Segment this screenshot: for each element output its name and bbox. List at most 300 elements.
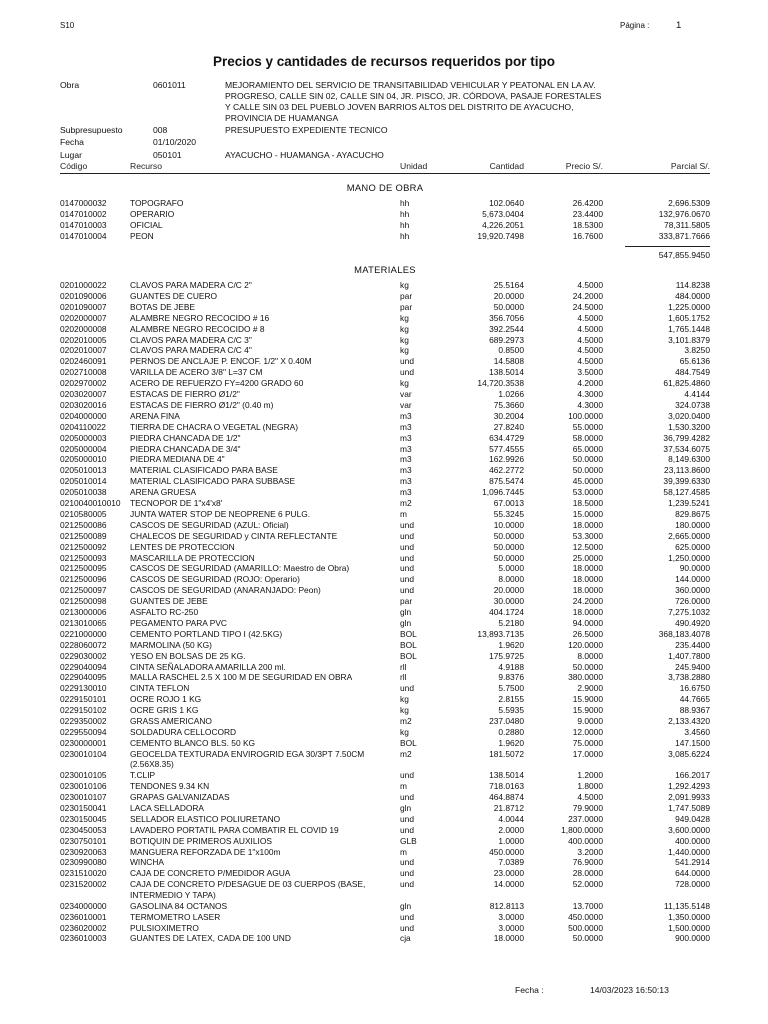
row-quantity: 23.0000 <box>493 868 524 879</box>
row-resource: OFICIAL <box>130 219 163 230</box>
row-code: 0205000004 <box>60 443 107 454</box>
row-price: 1.2000 <box>577 770 603 781</box>
row-resource: PULSIOXIMETRO <box>130 922 199 933</box>
row-unit: kg <box>400 694 409 705</box>
row-price: 94.0000 <box>572 617 603 628</box>
row-resource: ALAMBRE NEGRO RECOCIDO # 8 <box>130 323 265 334</box>
row-unit: und <box>400 857 414 868</box>
row-resource: JUNTA WATER STOP DE NEOPRENE 6 PULG. <box>130 508 311 519</box>
row-partial: 166.2017 <box>675 770 710 781</box>
row-code: 0236010003 <box>60 933 107 944</box>
row-quantity: 4,226.2051 <box>482 219 524 230</box>
row-code: 0210580005 <box>60 508 107 519</box>
row-price: 100.0000 <box>568 410 603 421</box>
row-code: 0229550094 <box>60 726 107 737</box>
row-code: 0230000001 <box>60 737 107 748</box>
row-quantity: 50.0000 <box>493 301 524 312</box>
row-quantity: 20.0000 <box>493 290 524 301</box>
row-price: 2.9000 <box>577 683 603 694</box>
row-unit: gln <box>400 802 412 813</box>
row-unit: m3 <box>400 443 412 454</box>
row-resource: TERMOMETRO LASER <box>130 911 221 922</box>
row-resource: YESO EN BOLSAS DE 25 KG. <box>130 650 246 661</box>
row-quantity: 162.9926 <box>489 454 524 465</box>
row-partial: 1,250.0000 <box>668 552 710 563</box>
row-resource: GASOLINA 84 OCTANOS <box>130 900 228 911</box>
col-code: Código <box>60 161 88 171</box>
row-quantity: 1.9620 <box>498 639 524 650</box>
footer-fecha-value: 14/03/2023 16:50:13 <box>590 985 669 995</box>
row-partial: 2,091.9933 <box>668 792 710 802</box>
row-quantity: 2.8155 <box>498 694 524 705</box>
row-code: 0212500093 <box>60 552 107 563</box>
row-unit: und <box>400 922 414 933</box>
row-code: 0204000000 <box>60 410 107 421</box>
row-price: 12.5000 <box>572 541 603 552</box>
row-price: 50.0000 <box>572 661 603 672</box>
row-price: 3.5000 <box>577 367 603 378</box>
system-code: S10 <box>60 21 75 30</box>
row-price: 380.0000 <box>568 672 603 683</box>
row-partial: 4.4144 <box>684 389 710 399</box>
row-price: 18.0000 <box>572 563 603 574</box>
row-quantity: 50.0000 <box>493 530 524 541</box>
row-code: 0236010001 <box>60 911 107 922</box>
row-unit: hh <box>400 198 410 208</box>
row-quantity: 5.7500 <box>498 683 524 694</box>
row-quantity: 18.0000 <box>493 933 524 944</box>
row-code: 0202710008 <box>60 367 107 378</box>
row-partial: 90.0000 <box>679 563 710 574</box>
row-resource: PEGAMENTO PARA PVC <box>130 617 227 628</box>
row-price: 400.0000 <box>568 835 603 846</box>
row-price: 76.9000 <box>572 857 603 868</box>
row-resource: LENTES DE PROTECCION <box>130 541 235 552</box>
row-price: 4.5000 <box>577 345 603 356</box>
row-code: 0147010002 <box>60 208 107 219</box>
row-partial: 65.6136 <box>679 356 710 367</box>
row-resource: TIERRA DE CHACRA O VEGETAL (NEGRA) <box>130 421 298 432</box>
row-unit: kg <box>400 334 409 345</box>
row-unit: und <box>400 813 414 824</box>
row-partial: 1,225.0000 <box>668 301 710 312</box>
row-unit: m3 <box>400 432 412 443</box>
row-partial: 1,530.3200 <box>668 421 710 432</box>
col-partial: Parcial S/. <box>670 161 710 171</box>
row-price: 50.0000 <box>572 465 603 476</box>
row-unit: par <box>400 596 413 607</box>
row-quantity: 50.0000 <box>493 541 524 552</box>
col-price: Precio S/. <box>565 161 603 171</box>
row-price: 15.0000 <box>572 508 603 519</box>
row-price: 15.9000 <box>572 705 603 716</box>
row-price: 4.5000 <box>577 334 603 345</box>
row-partial: 368,183.4078 <box>658 628 710 639</box>
row-unit: BOL <box>400 628 417 639</box>
row-resource: GUANTES DE CUERO <box>130 290 218 301</box>
row-partial: 114.8238 <box>675 280 710 290</box>
row-resource: PEON <box>130 230 154 241</box>
row-code: 0202460091 <box>60 356 107 367</box>
row-code: 0203020016 <box>60 399 107 410</box>
row-price: 26.5000 <box>572 628 603 639</box>
row-code: 0230010104 <box>60 748 107 759</box>
row-quantity: 4.9188 <box>498 661 524 672</box>
row-partial: 16.6750 <box>679 683 710 694</box>
row-partial: 2,133.4320 <box>668 716 710 726</box>
row-quantity: 13,893.7135 <box>477 628 524 639</box>
row-price: 28.0000 <box>572 868 603 879</box>
row-price: 17.0000 <box>572 748 603 759</box>
row-quantity: 14,720.3538 <box>477 378 524 389</box>
row-resource: CHALECOS DE SEGURIDAD y CINTA REFLECTANTE <box>130 530 338 541</box>
row-price: 9.0000 <box>577 716 603 726</box>
row-resource: TECNOPOR DE 1"x4'x8' <box>130 498 223 508</box>
row-partial: 37,534.6075 <box>663 443 710 454</box>
row-resource: CINTA TEFLON <box>130 683 190 694</box>
row-code: 0231520002 <box>60 879 107 890</box>
lugar-code: 050101 <box>153 150 182 160</box>
row-partial: 625.0000 <box>675 541 710 552</box>
row-code: 0202010005 <box>60 334 107 345</box>
row-quantity: 27.8240 <box>493 421 524 432</box>
row-unit: m <box>400 508 407 519</box>
row-unit: BOL <box>400 650 417 661</box>
row-unit: BOL <box>400 737 417 748</box>
row-quantity: 0.2880 <box>498 726 524 737</box>
row-price: 450.0000 <box>568 911 603 922</box>
row-code: 0202000008 <box>60 323 107 334</box>
row-unit: rll <box>400 661 407 672</box>
obra-label: Obra <box>60 80 80 90</box>
row-code: 0202000007 <box>60 312 107 323</box>
row-partial: 235.4400 <box>675 639 710 650</box>
row-price: 18.0000 <box>572 607 603 617</box>
row-code: 0229150101 <box>60 694 107 705</box>
row-partial: 1,747.5089 <box>668 802 710 813</box>
row-resource: PIEDRA CHANCADA DE 3/4" <box>130 443 241 454</box>
row-code: 0212500095 <box>60 563 107 574</box>
row-code: 0229130010 <box>60 683 107 694</box>
row-code: 0213000006 <box>60 607 107 617</box>
row-unit: m2 <box>400 716 412 726</box>
row-partial: 1,407.7800 <box>668 650 710 661</box>
row-resource: CAJA DE CONCRETO P/DESAGUE DE 03 CUERPOS (BASE, INTERMEDIO Y TAPA) <box>130 879 366 900</box>
report-title: Precios y cantidades de recursos requeridos por tipo <box>212 54 556 69</box>
row-resource: CLAVOS PARA MADERA C/C 2" <box>130 280 252 290</box>
row-quantity: 718.0163 <box>489 781 524 792</box>
row-quantity: 7.0389 <box>498 857 524 868</box>
row-partial: 1,440.0000 <box>668 846 710 857</box>
row-code: 0229040094 <box>60 661 107 672</box>
row-code: 0230150041 <box>60 802 107 813</box>
row-price: 45.0000 <box>572 476 603 487</box>
row-unit: und <box>400 792 414 802</box>
row-resource: CASCOS DE SEGURIDAD (ROJO: Operario) <box>130 574 300 585</box>
row-resource: CINTA SEÑALADORA AMARILLA 200 ml. <box>130 661 286 672</box>
row-resource: MALLA RASCHEL 2.5 X 100 M DE SEGURIDAD EN OBRA <box>130 672 353 683</box>
row-unit: und <box>400 519 414 530</box>
row-quantity: 75.3660 <box>493 399 524 410</box>
row-partial: 728.0000 <box>675 879 710 890</box>
row-unit: und <box>400 563 414 574</box>
row-code: 0212500097 <box>60 585 107 596</box>
row-resource: CEMENTO BLANCO BLS. 50 KG <box>130 737 256 748</box>
row-quantity: 1.0000 <box>498 835 524 846</box>
row-resource: OCRE ROJO 1 KG <box>130 694 202 705</box>
row-partial: 3,101.8379 <box>668 334 710 345</box>
row-quantity: 1.0266 <box>498 389 524 399</box>
row-quantity: 237.0480 <box>489 716 524 726</box>
row-resource: TENDONES 9.34 KN <box>130 781 210 792</box>
row-quantity: 1.9620 <box>498 737 524 748</box>
row-code: 0205010014 <box>60 476 107 487</box>
row-unit: m3 <box>400 454 412 465</box>
row-code: 0212500086 <box>60 519 107 530</box>
row-price: 50.0000 <box>572 454 603 465</box>
row-quantity: 392.2544 <box>489 323 524 334</box>
row-unit: var <box>400 389 412 399</box>
fecha-value: 01/10/2020 <box>153 137 197 147</box>
row-price: 18.5000 <box>572 498 603 508</box>
row-partial: 1,605.1752 <box>668 312 710 323</box>
row-quantity: 10.0000 <box>493 519 524 530</box>
row-code: 0229350002 <box>60 716 107 726</box>
obra-description: MEJORAMIENTO DEL SERVICIO DE TRANSITABILIDAD VEHICULAR Y PEATONAL EN LA AV. PROGRESO, CALLE SIN 02, CALLE SIN 04, JR. PISCO, JR. CÓRDOVA, PASAJE FORESTALES Y CALLE SIN 03 DEL PUEBLO JOVEN BARRIOS ALTOS DEL DISTRITO DE AYACUCHO, PROVINCIA DE HUAMANGA <box>225 80 602 123</box>
row-code: 0230750101 <box>60 835 107 846</box>
row-quantity: 30.0000 <box>493 596 524 607</box>
row-code: 0231510020 <box>60 868 107 879</box>
row-code: 0212500096 <box>60 574 107 585</box>
row-resource: WINCHA <box>130 857 164 868</box>
row-resource: PERNOS DE ANCLAJE P. ENCOF. 1/2" X 0.40M <box>130 356 312 367</box>
row-quantity: 4.0044 <box>498 813 524 824</box>
section-materials-title: MATERIALES <box>354 264 416 275</box>
row-quantity: 404.1724 <box>489 607 524 617</box>
row-partial: 78,311.5805 <box>664 219 710 230</box>
row-unit: und <box>400 541 414 552</box>
row-quantity: 55.3245 <box>493 508 524 519</box>
row-quantity: 30.2004 <box>493 410 524 421</box>
row-unit: und <box>400 683 414 694</box>
row-code: 0147010003 <box>60 219 107 230</box>
row-code: 0229150102 <box>60 705 107 716</box>
row-partial: 3,738.2880 <box>668 672 710 683</box>
row-unit: par <box>400 290 413 301</box>
row-quantity: 14.0000 <box>493 879 524 890</box>
row-resource: PIEDRA CHANCADA DE 1/2" <box>130 432 241 443</box>
row-unit: GLB <box>400 835 417 846</box>
row-price: 1.8000 <box>577 781 603 792</box>
row-quantity: 356.7056 <box>489 312 524 323</box>
row-code: 0212500098 <box>60 596 107 607</box>
row-partial: 400.0000 <box>675 835 710 846</box>
row-resource: CLAVOS PARA MADERA C/C 4" <box>130 345 252 356</box>
row-resource: GUANTES DE JEBE <box>130 596 208 607</box>
row-partial: 1,350.0000 <box>668 911 710 922</box>
row-code: 0230990080 <box>60 857 107 868</box>
row-price: 1,800.0000 <box>561 824 603 835</box>
row-quantity: 50.0000 <box>493 552 524 563</box>
row-code: 0230920063 <box>60 846 107 857</box>
row-unit: kg <box>400 705 409 716</box>
row-price: 18.5300 <box>572 219 603 230</box>
row-quantity: 5.2180 <box>498 617 524 628</box>
labor-subtotal: 547,855.9450 <box>658 250 710 260</box>
row-quantity: 67.0013 <box>493 498 524 508</box>
row-code: 0230010107 <box>60 792 107 802</box>
footer-fecha-label: Fecha : <box>515 985 544 995</box>
row-quantity: 1,096.7445 <box>482 487 524 498</box>
row-quantity: 464.8874 <box>489 792 524 802</box>
row-price: 53.0000 <box>572 487 603 498</box>
row-partial: 360.0000 <box>675 585 710 596</box>
row-code: 0212500092 <box>60 541 107 552</box>
row-unit: m3 <box>400 410 412 421</box>
row-unit: und <box>400 770 414 781</box>
row-code: 0236020002 <box>60 922 107 933</box>
row-resource: MATERIAL CLASIFICADO PARA BASE <box>130 465 278 476</box>
row-price: 4.5000 <box>577 792 603 802</box>
row-unit: gln <box>400 900 412 911</box>
row-unit: m <box>400 846 407 857</box>
row-code: 0213010065 <box>60 617 107 628</box>
row-code: 0203020007 <box>60 389 107 399</box>
subpresupuesto-code: 008 <box>153 125 168 135</box>
row-partial: 39,399.6330 <box>663 476 710 487</box>
row-code: 0201090007 <box>60 301 107 312</box>
row-partial: 3,020.0400 <box>668 410 710 421</box>
header-divider <box>60 173 710 174</box>
col-quantity: Cantidad <box>489 161 524 171</box>
row-partial: 726.0000 <box>675 596 710 607</box>
row-quantity: 450.0000 <box>489 846 524 857</box>
row-partial: 1,292.4293 <box>668 781 710 792</box>
row-price: 24.2000 <box>572 290 603 301</box>
row-partial: 3,600.0000 <box>668 824 710 835</box>
row-price: 53.3000 <box>572 530 603 541</box>
row-partial: 949.0428 <box>675 813 710 824</box>
row-price: 3.2000 <box>577 846 603 857</box>
page-label: Página : <box>620 21 650 30</box>
row-resource: T.CLIP <box>130 770 156 781</box>
row-partial: 7,275.1032 <box>668 607 710 617</box>
row-price: 4.5000 <box>577 356 603 367</box>
row-unit: und <box>400 824 414 835</box>
lugar-description: AYACUCHO - HUAMANGA - AYACUCHO <box>225 150 384 160</box>
row-resource: ESTACAS DE FIERRO Ø1/2" (0.40 m) <box>130 399 274 410</box>
row-code: 0204110022 <box>60 421 106 432</box>
row-resource: GRAPAS GALVANIZADAS <box>130 792 230 802</box>
row-partial: 245.9400 <box>675 661 710 672</box>
row-quantity: 5,673.0404 <box>482 208 524 219</box>
row-resource: GUANTES DE LATEX, CADA DE 100 UND <box>130 933 291 944</box>
row-partial: 490.4920 <box>675 617 710 628</box>
row-partial: 541.2914 <box>675 857 710 868</box>
row-unit: kg <box>400 378 409 389</box>
row-price: 13.7000 <box>572 900 603 911</box>
row-price: 12.0000 <box>572 726 603 737</box>
row-resource: BOTIQUIN DE PRIMEROS AUXILIOS <box>130 835 272 846</box>
row-resource: CEMENTO PORTLAND TIPO I (42.5KG) <box>130 628 283 639</box>
row-quantity: 462.2772 <box>489 465 524 476</box>
row-unit: und <box>400 552 414 563</box>
row-quantity: 14.5808 <box>493 356 524 367</box>
row-unit: und <box>400 574 414 585</box>
row-unit: und <box>400 356 414 367</box>
row-quantity: 2.0000 <box>498 824 524 835</box>
row-code: 0147010004 <box>60 230 107 241</box>
row-code: 0205010013 <box>60 465 107 476</box>
row-price: 18.0000 <box>572 519 603 530</box>
fecha-label: Fecha <box>60 137 84 147</box>
row-resource: OPERARIO <box>130 208 175 219</box>
row-price: 16.7600 <box>572 230 603 241</box>
row-code: 0205000003 <box>60 432 107 443</box>
row-unit: m3 <box>400 465 412 476</box>
row-quantity: 875.5474 <box>489 476 524 487</box>
row-quantity: 181.5072 <box>489 748 524 759</box>
row-price: 50.0000 <box>572 933 603 944</box>
row-partial: 23,113.8600 <box>664 465 710 476</box>
row-partial: 44.7665 <box>679 694 710 705</box>
row-price: 75.0000 <box>572 737 603 748</box>
row-quantity: 25.5164 <box>493 280 524 290</box>
row-code: 0210040010010 <box>60 498 121 508</box>
row-unit: kg <box>400 726 409 737</box>
row-unit: kg <box>400 312 409 323</box>
row-code: 0228060072 <box>60 639 107 650</box>
row-partial: 3,085.6224 <box>668 748 710 759</box>
row-resource: MARMOLINA (50 KG) <box>130 639 212 650</box>
row-resource: SELLADOR ELASTICO POLIURETANO <box>130 813 281 824</box>
row-unit: und <box>400 585 414 596</box>
row-resource: MANGUERA REFORZADA DE 1"x100m <box>130 846 281 857</box>
row-price: 500.0000 <box>568 922 603 933</box>
row-resource: CAJA DE CONCRETO P/MEDIDOR AGUA <box>130 868 291 879</box>
row-resource: CASCOS DE SEGURIDAD (AZUL: Oficial) <box>130 519 289 530</box>
row-resource: ARENA GRUESA <box>130 487 197 498</box>
row-partial: 88.9367 <box>679 705 710 716</box>
row-unit: gln <box>400 617 412 628</box>
row-partial: 147.1500 <box>675 737 710 748</box>
row-price: 18.0000 <box>572 585 603 596</box>
row-price: 237.0000 <box>568 813 603 824</box>
row-price: 55.0000 <box>572 421 603 432</box>
page-number: 1 <box>676 20 682 31</box>
row-unit: hh <box>400 219 410 230</box>
row-partial: 1,239.5241 <box>668 498 710 508</box>
row-unit: hh <box>400 230 410 241</box>
row-quantity: 175.9725 <box>489 650 524 661</box>
row-code: 0147000032 <box>60 198 107 208</box>
row-unit: m2 <box>400 498 412 508</box>
row-code: 0212500089 <box>60 530 107 541</box>
row-partial: 1,765.1448 <box>668 323 710 334</box>
row-quantity: 0.8500 <box>498 345 524 356</box>
row-partial: 3.4560 <box>684 726 710 737</box>
row-price: 79.9000 <box>572 802 603 813</box>
row-price: 4.5000 <box>577 312 603 323</box>
row-resource: GEOCELDA TEXTURADA ENVIROGRID EGA 30/3PT 7.50CM (2.56X8.35) <box>130 748 365 770</box>
row-partial: 8,149.6300 <box>668 454 710 465</box>
row-price: 15.9000 <box>572 694 603 705</box>
row-unit: BOL <box>400 639 417 650</box>
row-price: 4.2000 <box>577 378 603 389</box>
row-unit: var <box>400 399 412 410</box>
row-resource: GRASS AMERICANO <box>130 716 212 726</box>
row-quantity: 21.8712 <box>493 802 524 813</box>
